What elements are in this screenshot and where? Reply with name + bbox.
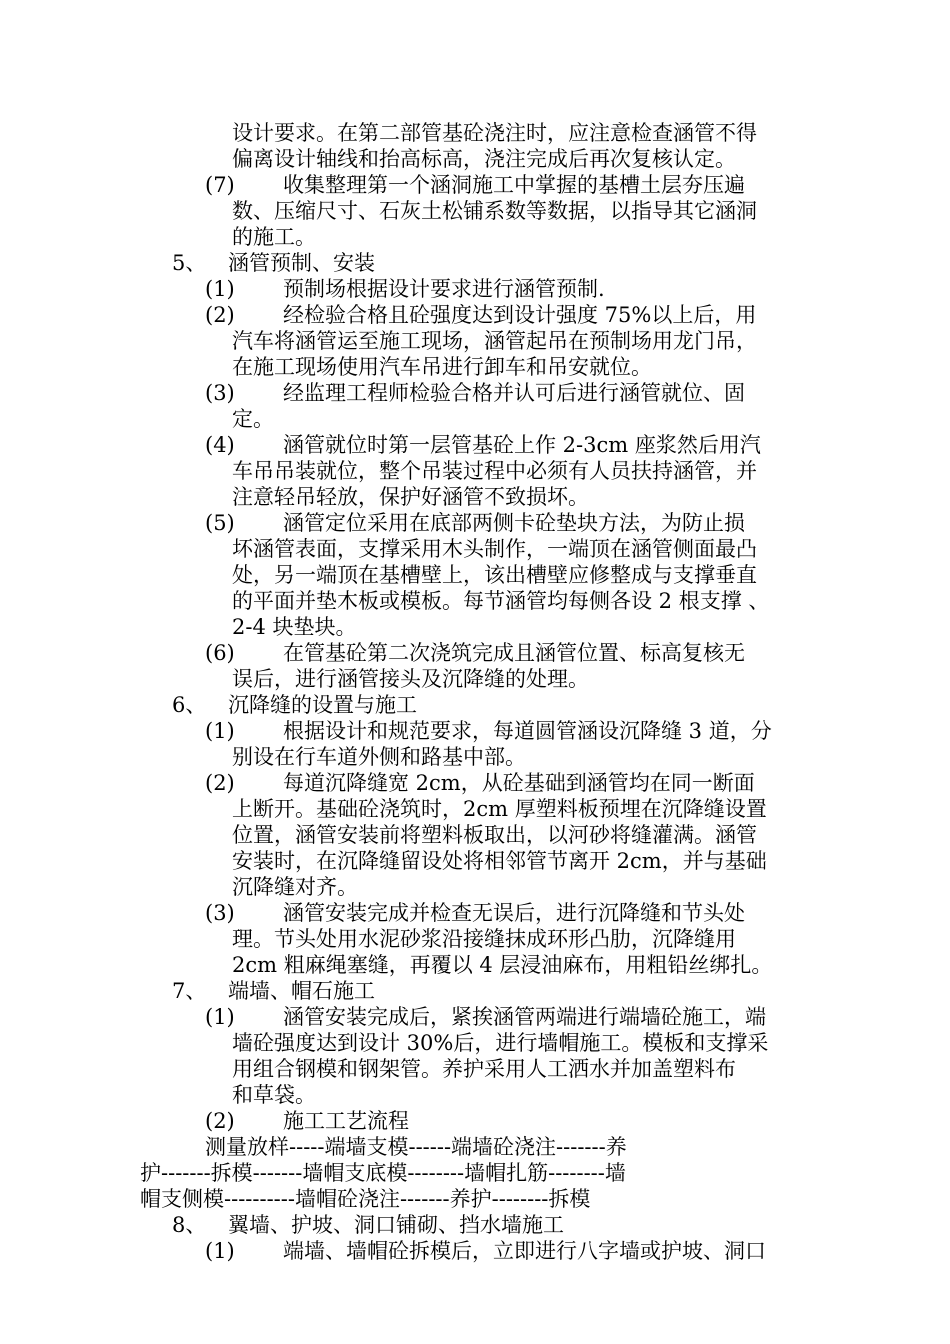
text-line: 位置，涵管安装前将塑料板取出，以河砂将缝灌满。涵管 — [232, 823, 757, 847]
text-line: 汽车将涵管运至施工现场，涵管起吊在预制场用龙门吊， — [232, 329, 757, 353]
text-line: 数、压缩尺寸、石灰土松铺系数等数据，以指导其它涵洞 — [232, 199, 757, 223]
list-item-3: (3) 经监理工程师检验合格并认可后进行涵管就位、固 — [205, 381, 745, 405]
section-number: 5、 — [172, 251, 207, 275]
text-line: 上断开。基础砼浇筑时，2cm 厚塑料板预埋在沉降缝设置 — [232, 797, 767, 821]
section-heading-6: 6、 沉降缝的设置与施工 — [172, 693, 417, 717]
section-heading-8: 8、 翼墙、护坡、洞口铺砌、挡水墙施工 — [172, 1213, 564, 1237]
text-line: 设计要求。在第二部管基砼浇注时，应注意检查涵管不得 — [232, 121, 757, 145]
item-number: (5) — [205, 511, 235, 535]
section-number: 6、 — [172, 693, 207, 717]
text-line: 和草袋。 — [232, 1083, 316, 1107]
item-number: (2) — [205, 303, 235, 327]
item-number: (1) — [205, 1239, 235, 1263]
list-item-5: (5) 涵管定位采用在底部两侧卡砼垫块方法，为防止损 — [205, 511, 745, 535]
list-item-6: (6) 在管基砼第二次浇筑完成且涵管位置、标高复核无 — [205, 641, 745, 665]
text-line: 坏涵管表面，支撑采用木头制作，一端顶在涵管侧面最凸 — [232, 537, 757, 561]
process-flow-line: 护-------拆模-------墙帽支底模--------墙帽扎筋--------墙 — [140, 1161, 626, 1185]
list-item-2: (2) 每道沉降缝宽 2cm，从砼基础到涵管均在同一断面 — [205, 771, 755, 795]
item-number: (1) — [205, 277, 235, 301]
text-line: 安装时，在沉降缝留设处将相邻管节离开 2cm，并与基础 — [232, 849, 767, 873]
item-number: (2) — [205, 771, 235, 795]
text-line: 2-4 块垫块。 — [232, 615, 357, 639]
section-heading-7: 7、 端墙、帽石施工 — [172, 979, 375, 1003]
text-line: 的施工。 — [232, 225, 316, 249]
text-line: 偏离设计轴线和抬高标高，浇注完成后再次复核认定。 — [232, 147, 736, 171]
process-flow-line: 帽支侧模----------墙帽砼浇注-------养护--------拆模 — [140, 1187, 591, 1211]
list-item-1: (1) 端墙、墙帽砼拆模后，立即进行八字墙或护坡、洞口 — [205, 1239, 766, 1263]
item-number: (2) — [205, 1109, 235, 1133]
list-item-4: (4) 涵管就位时第一层管基砼上作 2-3cm 座浆然后用汽 — [205, 433, 761, 457]
text-line: 误后，进行涵管接头及沉降缝的处理。 — [232, 667, 589, 691]
list-item-3: (3) 涵管安装完成并检查无误后，进行沉降缝和节头处 — [205, 901, 745, 925]
item-number: (3) — [205, 901, 235, 925]
list-item-1: (1) 预制场根据设计要求进行涵管预制. — [205, 277, 605, 301]
list-item-7: (7) 收集整理第一个涵洞施工中掌握的基槽土层夯压遍 — [205, 173, 745, 197]
section-number: 7、 — [172, 979, 207, 1003]
list-item-2: (2) 施工工艺流程 — [205, 1109, 409, 1133]
text-line: 别设在行车道外侧和路基中部。 — [232, 745, 526, 769]
list-item-1: (1) 涵管安装完成后，紧挨涵管两端进行端墙砼施工，端 — [205, 1005, 766, 1029]
list-item-2: (2) 经检验合格且砼强度达到设计强度 75%以上后，用 — [205, 303, 757, 327]
item-number: (3) — [205, 381, 235, 405]
text-line: 的平面并垫木板或模板。每节涵管均每侧各设 2 根支撑 、 — [232, 589, 770, 613]
text-line: 沉降缝对齐。 — [232, 875, 358, 899]
item-number: (4) — [205, 433, 235, 457]
item-number: (7) — [205, 173, 235, 197]
item-number: (6) — [205, 641, 235, 665]
section-heading-5: 5、 涵管预制、安装 — [172, 251, 375, 275]
text-line: 用组合钢模和钢架管。养护采用人工洒水并加盖塑料布 — [232, 1057, 736, 1081]
text-line: 墙砼强度达到设计 30%后，进行墙帽施工。模板和支撑采 — [232, 1031, 769, 1055]
item-number: (1) — [205, 1005, 235, 1029]
text-line: 在施工现场使用汽车吊进行卸车和吊安就位。 — [232, 355, 652, 379]
section-number: 8、 — [172, 1213, 207, 1237]
text-line: 注意轻吊轻放，保护好涵管不致损坏。 — [232, 485, 589, 509]
text-line: 定。 — [232, 407, 274, 431]
text-line: 2cm 粗麻绳塞缝，再覆以 4 层浸油麻布，用粗铅丝绑扎。 — [232, 953, 773, 977]
list-item-1: (1) 根据设计和规范要求，每道圆管涵设沉降缝 3 道，分 — [205, 719, 772, 743]
process-flow-line: 测量放样-----端墙支模------端墙砼浇注-------养 — [205, 1135, 627, 1159]
item-number: (1) — [205, 719, 235, 743]
text-line: 理。节头处用水泥砂浆沿接缝抹成环形凸肋，沉降缝用 — [232, 927, 736, 951]
text-line: 处，另一端顶在基槽壁上，该出槽壁应修整成与支撑垂直 — [232, 563, 757, 587]
text-line: 车吊吊装就位，整个吊装过程中必须有人员扶持涵管，并 — [232, 459, 757, 483]
